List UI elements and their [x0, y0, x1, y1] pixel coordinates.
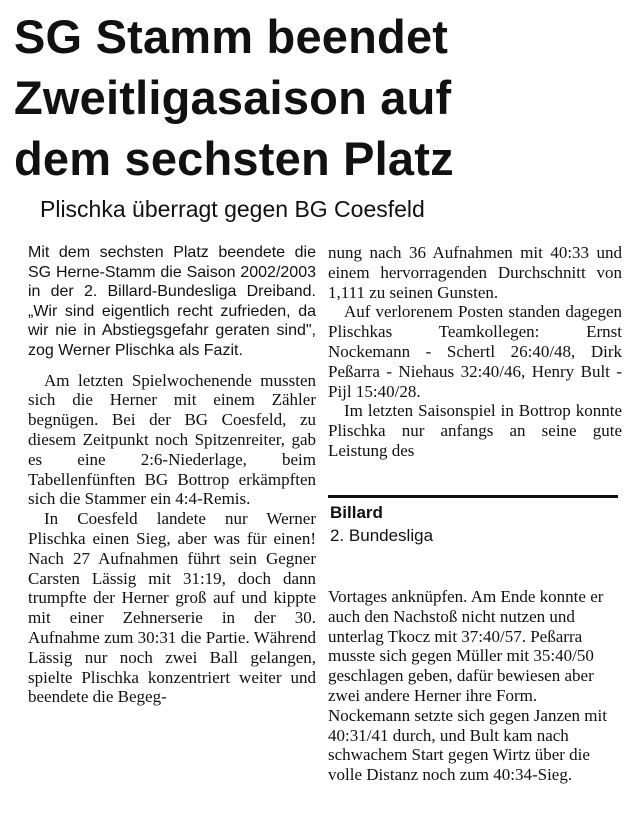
infobox-divider — [328, 495, 618, 498]
article-paragraph: Vortages anknüpfen. Am Ende konnte er auch den Nachstoß nicht nutzen und unterlag Tkocz mit 37:40/57. Peßarra musste sich gegen Müller mit 35:40/50 geschlagen geben, dafür bewiesen aber zwei andere Herner ihre Form. Nockemann setzte sich gegen Janzen mit 40:31/41 durch, und Bult kam nach schwachem Start gegen Wirtz über die volle Distanz noch zum 40:34-Sieg. — [328, 587, 607, 785]
article-column-right — [328, 243, 622, 461]
article-column-right-continued — [328, 570, 622, 802]
headline-line-3: dem sechsten Platz — [14, 132, 454, 185]
headline — [14, 6, 630, 189]
article-paragraph: Auf verlorenem Posten standen dagegen Plischkas Teamkollegen: Ernst Nockemann - Schertl 26:40/48, Dirk Peßarra - Niehaus 32:40/46, Henry Bult - Pijl 15:40/28. — [328, 302, 622, 401]
article-paragraph: In Coesfeld landete nur Werner Plischka einen Sieg, aber was für einen! Nach 27 Aufnahmen führt sein Gegner Carsten Lässig mit 31:19, doch dann trumpfte der Herner groß auf und kippte mit einer Zehnerserie in der 30. Aufnahme zum 30:31 die Partie. Während Lässig nur noch zwei Ball gelangen, spielte Plischka konzentriert weiter und beendete die Begeg- — [28, 509, 316, 707]
infobox-subtitle: 2. Bundesliga — [330, 526, 434, 545]
subheadline: Plischka überragt gegen BG Coesfeld — [40, 196, 425, 222]
headline-line-2: Zweitligasaison auf — [14, 71, 452, 124]
lead-paragraph: Mit dem sechsten Platz beendete die SG Herne-Stamm die Saison 2002/2003 in der 2. Billard-Bundesliga Dreiband. „Wir sind eigentlich recht zufrieden, da wir nie in Abstiegsgefahr geraten sind", zog Werner Plischka als Fazit. — [28, 244, 316, 359]
article-column-left — [28, 243, 316, 707]
headline-line-1: SG Stamm beendet — [14, 10, 449, 63]
article-paragraph: Am letzten Spielwochenende mussten sich die Herner mit einem Zähler begnügen. Bei der BG Coesfeld, zu diesem Zeitpunkt noch Spitzenreiter, gab es eine 2:6-Niederlage, beim Tabellenfünften BG Bottrop erkämpften sich die Stammer ein 4:4-Remis. — [28, 370, 316, 509]
article-paragraph: Im letzten Saisonspiel in Bottrop konnte Plischka nur anfangs an seine gute Leistung des — [328, 401, 622, 460]
infobox-title: Billard — [330, 503, 383, 522]
article-paragraph: nung nach 36 Aufnahmen mit 40:33 und einem hervorragenden Durchschnitt von 1,111 zu seinen Gunsten. — [328, 243, 622, 302]
